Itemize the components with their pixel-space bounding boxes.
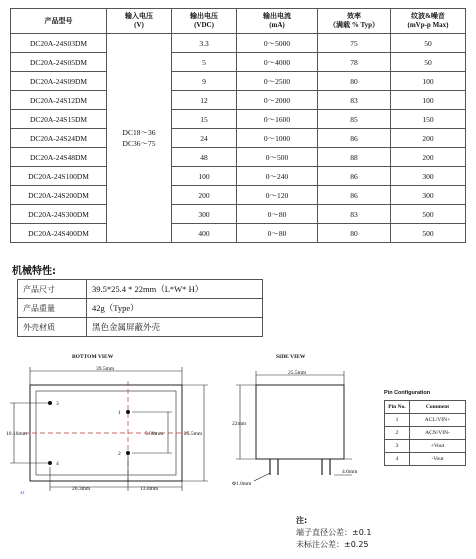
- ripple-cell: 300: [391, 186, 466, 205]
- efficiency-cell: 85: [318, 110, 391, 129]
- notes-title: 注:: [296, 516, 308, 525]
- mech-value: 黑色金属屏蔽外壳: [87, 318, 263, 337]
- efficiency-cell: 86: [318, 186, 391, 205]
- spec-row: [11, 110, 466, 129]
- vout-cell: 12: [172, 91, 237, 110]
- pin-config-title: Pin Configuration: [384, 390, 431, 396]
- pin-config-row: [385, 414, 466, 427]
- spec-row: [11, 148, 466, 167]
- efficiency-cell: 78: [318, 53, 391, 72]
- vout-cell: 24: [172, 129, 237, 148]
- spec-row: [11, 186, 466, 205]
- model-cell: DC20A-24S400DM: [11, 224, 107, 243]
- pin-config-table: [384, 400, 466, 466]
- note-line: 端子直径公差：±0.1: [296, 528, 372, 537]
- header-ripple: 纹波&噪音 (mVp-p Max): [391, 9, 466, 34]
- mech-key: 产品重量: [18, 299, 87, 318]
- efficiency-cell: 75: [318, 34, 391, 53]
- vout-cell: 9: [172, 72, 237, 91]
- svg-text:2: 2: [118, 451, 121, 457]
- efficiency-cell: 83: [318, 205, 391, 224]
- pin-config-row: [385, 440, 466, 453]
- vout-cell: 15: [172, 110, 237, 129]
- vout-cell: 100: [172, 167, 237, 186]
- ripple-cell: 100: [391, 72, 466, 91]
- mech-row: [18, 318, 263, 337]
- note-line: 未标注公差：±0.25: [296, 540, 369, 549]
- iout-cell: 0～4000: [237, 53, 318, 72]
- corner-mark: 44: [20, 490, 25, 495]
- vout-cell: 3.3: [172, 34, 237, 53]
- mech-value: 39.5*25.4 * 22mm（L*W* H）: [87, 280, 263, 299]
- model-cell: DC20A-24S03DM: [11, 34, 107, 53]
- iout-cell: 0～2000: [237, 91, 318, 110]
- ripple-cell: 200: [391, 148, 466, 167]
- efficiency-cell: 86: [318, 167, 391, 186]
- efficiency-cell: 83: [318, 91, 391, 110]
- iout-cell: 0～2500: [237, 72, 318, 91]
- spec-row: [11, 53, 466, 72]
- spec-row: [11, 224, 466, 243]
- dim-pin-spacing-label: 5.08mm: [145, 431, 164, 437]
- pin-config-row: [385, 453, 466, 466]
- pin-header-no: Pin No.: [385, 401, 410, 414]
- model-cell: DC20A-24S15DM: [11, 110, 107, 129]
- model-cell: DC20A-24S05DM: [11, 53, 107, 72]
- dim-pin-dia-label: Φ1.0mm: [232, 481, 252, 487]
- mech-key: 产品尺寸: [18, 280, 87, 299]
- side-view-body: [256, 385, 344, 459]
- ripple-cell: 500: [391, 205, 466, 224]
- mech-row: [18, 280, 263, 299]
- pin-no: 2: [385, 427, 410, 440]
- vout-cell: 5: [172, 53, 237, 72]
- pin-config-row: [385, 427, 466, 440]
- iout-cell: 0～80: [237, 224, 318, 243]
- header-model: 产品型号: [11, 9, 107, 34]
- mech-section-title: 机械特性:: [12, 266, 56, 277]
- pin-comment: +Vout: [410, 440, 466, 453]
- bottom-view-title: BOTTOM VIEW: [72, 354, 114, 360]
- dim-side-width-label: 25.5mm: [288, 370, 307, 376]
- spec-row: [11, 167, 466, 186]
- ripple-cell: 50: [391, 34, 466, 53]
- vout-cell: 48: [172, 148, 237, 167]
- model-cell: DC20A-24S12DM: [11, 91, 107, 110]
- efficiency-cell: 88: [318, 148, 391, 167]
- iout-cell: 0～500: [237, 148, 318, 167]
- mech-key: 外壳材质: [18, 318, 87, 337]
- spec-row: [11, 205, 466, 224]
- spec-table: [10, 8, 466, 243]
- pin-no: 1: [385, 414, 410, 427]
- mech-value: 42g（Type）: [87, 299, 263, 318]
- ripple-cell: 300: [391, 167, 466, 186]
- model-cell: DC20A-24S100DM: [11, 167, 107, 186]
- ripple-cell: 150: [391, 110, 466, 129]
- pin-3: [48, 401, 59, 407]
- model-cell: DC20A-24S24DM: [11, 129, 107, 148]
- model-cell: DC20A-24S300DM: [11, 205, 107, 224]
- vout-cell: 400: [172, 224, 237, 243]
- spec-row: [11, 91, 466, 110]
- mech-table: [17, 279, 263, 337]
- iout-cell: 0～5000: [237, 34, 318, 53]
- side-view-title: SIDE VIEW: [276, 354, 306, 360]
- pin-no: 3: [385, 440, 410, 453]
- spec-header-row: [11, 9, 466, 34]
- model-cell: DC20A-24S48DM: [11, 148, 107, 167]
- iout-cell: 0～1000: [237, 129, 318, 148]
- pin-4: [48, 461, 59, 467]
- input-range: DC18～36: [122, 128, 156, 137]
- pin-header-comment: Comment: [410, 401, 466, 414]
- vout-cell: 300: [172, 205, 237, 224]
- dim-pin-len-label: 4.6mm: [342, 469, 358, 475]
- header-efficiency: 效率 （满载 % Typ）: [318, 9, 391, 34]
- input-range-cell: [107, 34, 172, 243]
- ripple-cell: 200: [391, 129, 466, 148]
- pin-comment: ACN/VIN-: [410, 427, 466, 440]
- input-range: DC36～75: [122, 139, 156, 148]
- dim-pin-span-label: 10.16mm: [6, 431, 27, 437]
- pin-no: 4: [385, 453, 410, 466]
- header-input-voltage: 输入电压 (V): [107, 9, 172, 34]
- dim-width-label: 25.5mm: [184, 431, 203, 437]
- ripple-cell: 100: [391, 91, 466, 110]
- iout-cell: 0～120: [237, 186, 318, 205]
- header-output-current: 输出电流 (mA): [237, 9, 318, 34]
- header-output-voltage: 输出电压 (VDC): [172, 9, 237, 34]
- ripple-cell: 500: [391, 224, 466, 243]
- efficiency-cell: 80: [318, 224, 391, 243]
- spec-row: [11, 34, 466, 53]
- efficiency-cell: 86: [318, 129, 391, 148]
- ripple-cell: 50: [391, 53, 466, 72]
- dim-pin-right-label: 13.8mm: [140, 486, 159, 492]
- iout-cell: 0～80: [237, 205, 318, 224]
- iout-cell: 0～1600: [237, 110, 318, 129]
- svg-text:4: 4: [56, 461, 59, 467]
- dim-pin-dia-leader: [254, 473, 270, 481]
- pin-config-header: [385, 401, 466, 414]
- efficiency-cell: 80: [318, 72, 391, 91]
- pin-comment: -Vout: [410, 453, 466, 466]
- side-view-pins: [270, 459, 330, 475]
- dim-pin-offset-label: 20.3mm: [72, 486, 91, 492]
- dim-pin-offset: [50, 457, 182, 491]
- mech-row: [18, 299, 263, 318]
- dim-length-label: 39.5mm: [96, 366, 115, 372]
- pin-comment: ACL/VIN+: [410, 414, 466, 427]
- vout-cell: 200: [172, 186, 237, 205]
- svg-text:1: 1: [118, 410, 121, 416]
- iout-cell: 0～240: [237, 167, 318, 186]
- model-cell: DC20A-24S09DM: [11, 72, 107, 91]
- spec-row: [11, 129, 466, 148]
- model-cell: DC20A-24S200DM: [11, 186, 107, 205]
- dim-height-label: 22mm: [232, 421, 247, 427]
- svg-text:3: 3: [56, 401, 59, 407]
- spec-row: [11, 72, 466, 91]
